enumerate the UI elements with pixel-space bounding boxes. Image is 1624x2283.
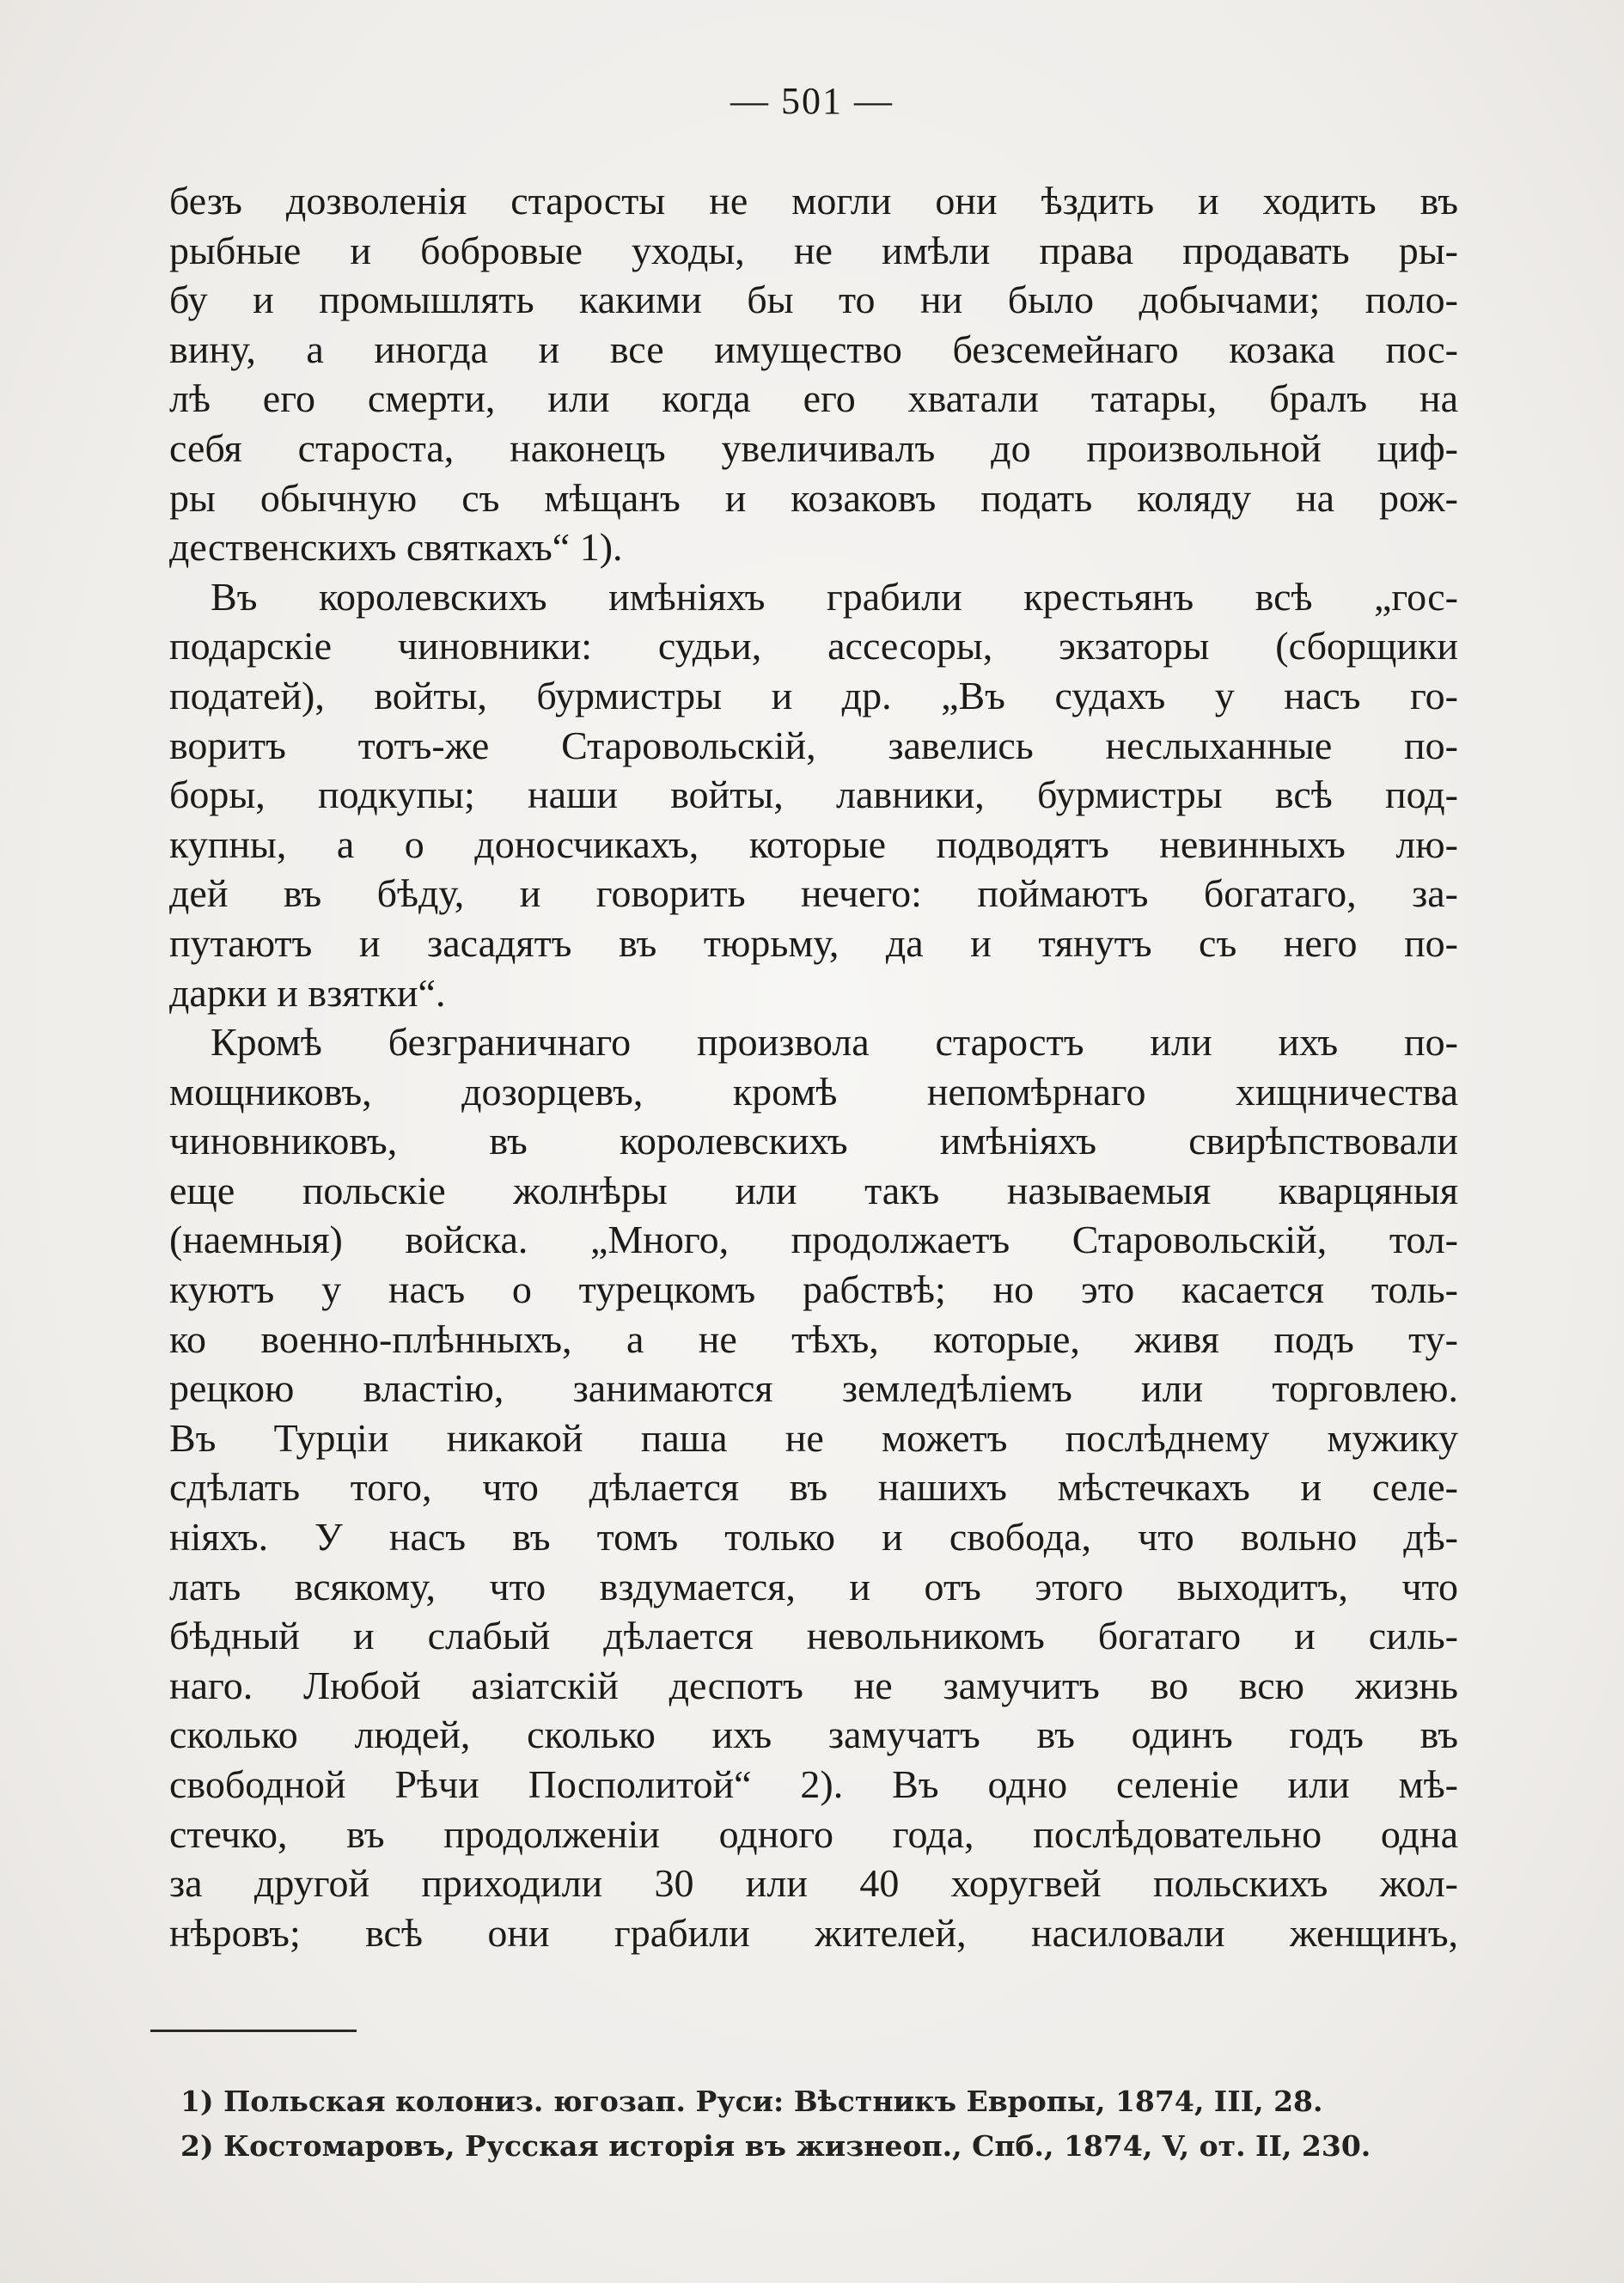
body-text <box>169 176 1458 1957</box>
footnotes <box>180 2079 1426 2169</box>
text-line: дарки и взятки“. <box>169 970 446 1015</box>
text-line: сколько людей, сколько ихъ замучатъ въ одинъ годъ въ <box>169 1712 1458 1757</box>
text-line: ніяхъ. У насъ въ томъ только и свобода, что вольно дѣ- <box>169 1515 1458 1560</box>
footnote-1: 1) Польская колониз. югозап. Руси: Вѣстникъ Европы, 1874, III, 28. <box>180 2085 1323 2118</box>
text-line: купны, а о доносчикахъ, которые подводятъ невинныхъ лю- <box>169 821 1458 866</box>
footnote-2: 2) Костомаровъ, Русская исторія въ жизнеоп., Спб., 1874, V, от. II, 230. <box>180 2129 1371 2163</box>
text-line: дественскихъ святкахъ“ 1). <box>169 525 623 570</box>
text-line: Кромѣ безграничнаго произвола старостъ или ихъ по- <box>211 1020 1458 1065</box>
text-line: боры, подкупы; наши войты, лавники, бурмистры всѣ под- <box>169 772 1458 817</box>
text-line: мощниковъ, дозорцевъ, кромѣ непомѣрнаго хищничества <box>169 1069 1458 1114</box>
paragraph-2 <box>169 572 1458 1017</box>
text-line: (наемныя) войска. „Много, продолжаетъ Старовольскій, тол- <box>169 1218 1458 1262</box>
text-line: еще польскіе жолнѣры или такъ называемыя кварцяныя <box>169 1168 1458 1212</box>
text-line: ры обычную съ мѣщанъ и козаковъ подать коляду на рож- <box>169 475 1458 520</box>
text-line: бѣдный и слабый дѣлается невольникомъ богатаго и силь- <box>169 1614 1458 1658</box>
text-line: вину, а иногда и все имущество безсемейнаго козака пос- <box>169 327 1458 371</box>
text-line: лѣ его смерти, или когда его хватали татары, бралъ на <box>169 376 1458 421</box>
text-line: ко военно-плѣнныхъ, а не тѣхъ, которые, живя подъ ту- <box>169 1316 1458 1361</box>
text-line: свободной Рѣчи Посполитой“ 2). Въ одно селеніе или мѣ- <box>169 1762 1458 1806</box>
text-line: бу и промышлять какими бы то ни было добычами; поло- <box>169 278 1458 322</box>
text-line: стечко, въ продолженіи одного года, послѣдовательно одна <box>169 1811 1458 1856</box>
text-line: наго. Любой азіатскій деспотъ не замучитъ во всю жизнь <box>169 1663 1458 1707</box>
text-line: путаютъ и засадятъ въ тюрьму, да и тянутъ съ него по- <box>169 920 1458 965</box>
footnote-divider <box>150 2030 357 2032</box>
text-line: рыбные и бобровые уходы, не имѣли права продавать ры- <box>169 228 1458 272</box>
text-line: податей), войты, бурмистры и др. „Въ судахъ у насъ го- <box>169 673 1458 717</box>
text-line: лать всякому, что вздумается, и отъ этого выходитъ, что <box>169 1564 1458 1608</box>
text-line: рецкою властію, занимаются земледѣліемъ или торговлею. <box>169 1366 1458 1411</box>
text-line: Въ Турціи никакой паша не можетъ послѣднему мужику <box>169 1415 1458 1460</box>
text-line: за другой приходили 30 или 40 хоругвей польскихъ жол- <box>169 1861 1458 1906</box>
text-line: дей въ бѣду, и говорить нечего: поймаютъ богатаго, за- <box>169 871 1458 916</box>
text-line: чиновниковъ, въ королевскихъ имѣніяхъ свирѣпствовали <box>169 1119 1458 1163</box>
text-line: нѣровъ; всѣ они грабили жителей, насиловали женщинъ, <box>169 1910 1458 1955</box>
paragraph-1 <box>169 176 1458 572</box>
text-line: себя староста, наконецъ увеличивалъ до произвольной циф- <box>169 425 1458 470</box>
text-line: воритъ тотъ-же Старовольскій, завелись неслыханные по- <box>169 723 1458 767</box>
text-line: безъ дозволенія старосты не могли они ѣздить и ходить въ <box>169 179 1458 223</box>
text-line: подарскіе чиновники: судьи, ассесоры, экзаторы (сборщики <box>169 624 1458 668</box>
text-line: Въ королевскихъ имѣніяхъ грабили крестьянъ всѣ „гос- <box>211 574 1458 619</box>
paragraph-3 <box>169 1017 1458 1957</box>
page-number: — 501 — <box>730 80 894 122</box>
text-line: сдѣлать того, что дѣлается въ нашихъ мѣстечкахъ и селе- <box>169 1465 1458 1510</box>
text-line: куютъ у насъ о турецкомъ рабствѣ; но это касается толь- <box>169 1267 1458 1312</box>
